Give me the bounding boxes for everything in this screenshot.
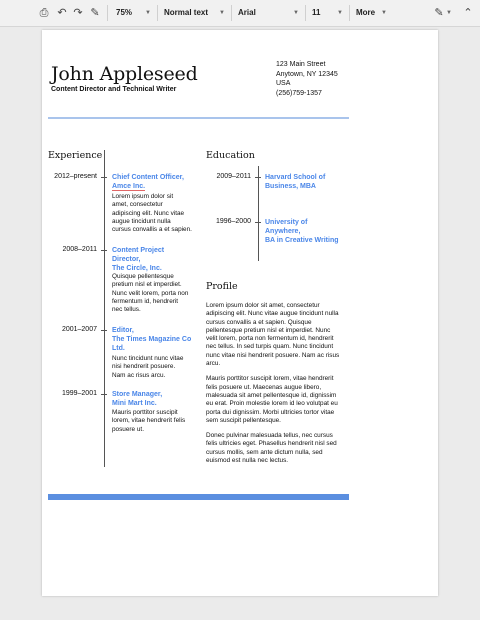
timeline-tick [101, 330, 107, 331]
timeline-tick [255, 222, 261, 223]
paint-format-icon[interactable]: ✎ [90, 7, 100, 19]
title-line: Store Manager, [112, 391, 163, 398]
text-line: cursus mollis, sem ante dictum nulla, sed [206, 448, 323, 456]
more-menu[interactable] [352, 0, 390, 26]
text-line: arcu. [206, 360, 221, 368]
experience-description [112, 273, 207, 314]
title-line: The Circle, Inc. [112, 265, 162, 272]
title-line: The Times Magazine Co [112, 336, 192, 343]
text-line: eu erat. Proin molestie lorem id leo volutpat eu [206, 400, 338, 408]
experience-date: 2001–2007 [61, 326, 97, 333]
desc-line: Lorem ipsum dolor sit [112, 193, 174, 200]
desc-line: pretium nisl et imperdiet. [112, 281, 182, 289]
undo-icon[interactable]: ↶ [57, 7, 67, 19]
title-line: BA in Creative Writing [265, 237, 339, 244]
text-line: velit lorem, porta non fermentum id, hendrerit [206, 335, 334, 343]
address-line: 123 Main Street [276, 61, 326, 68]
experience-title [112, 246, 164, 273]
address-line: USA [276, 80, 291, 88]
toolbar-divider [107, 5, 108, 21]
resume-role: Content Director and Technical Writer [51, 86, 177, 93]
chevron-down-icon: ▼ [337, 10, 343, 16]
desc-line: nec tellus. [112, 306, 141, 314]
title-line: Editor, [112, 327, 134, 334]
chevron-down-icon: ▼ [145, 10, 151, 16]
title-line: Ltd. [112, 345, 125, 352]
experience-date: 1999–2001 [61, 390, 97, 397]
toolbar-divider [231, 5, 232, 21]
header-divider [48, 117, 349, 119]
docs-toolbar [0, 0, 480, 27]
title-line: Harvard School of [265, 174, 326, 181]
text-line: nec tellus. In sed turpis quam. Nunc tincidunt [206, 343, 334, 351]
experience-title [112, 390, 162, 408]
chevron-down-icon: ▼ [381, 10, 387, 16]
company-name-misspelled[interactable]: Amce Inc. [112, 183, 146, 190]
desc-line: augue tincidunt nulla [112, 217, 171, 225]
collapse-icon[interactable]: ⌃ [463, 7, 473, 19]
chevron-down-icon[interactable]: ▼ [446, 10, 452, 16]
title-line: University of [265, 219, 308, 226]
text-line: porta dui dignissim. Morbi ultricies tortor vitae [206, 408, 335, 416]
text-line: Donec pulvinar malesuada tellus, nec cursus [206, 432, 333, 440]
desc-line: Quisque pellentesque [112, 273, 174, 280]
desc-line: adipiscing elit. Nunc vitae [112, 209, 185, 217]
text-line: cursus convallis a et sapien. Quisque [206, 318, 312, 326]
desc-line: fermentum id, hendrerit [112, 297, 179, 305]
footer-divider [48, 494, 349, 500]
experience-description [112, 409, 207, 434]
style-value: Normal text [164, 8, 209, 17]
experience-title [112, 173, 184, 191]
education-date: 2009–2011 [216, 173, 251, 180]
title-line: Anywhere, [265, 228, 301, 235]
desc-line: Nunc velit lorem, porta non [112, 289, 189, 297]
profile-paragraph [206, 375, 356, 425]
timeline-tick [255, 177, 261, 178]
experience-description [112, 193, 207, 234]
profile-heading: Profile [206, 281, 238, 292]
title-line: Director, [112, 256, 141, 263]
more-label: More [356, 8, 376, 17]
title-line [112, 182, 184, 191]
desc-line: Nam ac risus arcu. [112, 371, 166, 379]
education-heading: Education [206, 150, 255, 161]
profile-paragraph [206, 302, 356, 368]
redo-icon[interactable]: ↷ [73, 7, 83, 19]
text-line: nunc vitae nisi hendrerit posuere. Nam ac risus [206, 351, 340, 359]
experience-timeline [104, 150, 105, 467]
desc-line: Mauris porttitor suscipit [112, 409, 178, 416]
experience-date: 2008–2011 [62, 246, 97, 253]
zoom-value: 75% [116, 8, 133, 17]
title-line: Business, MBA [265, 183, 316, 190]
font-select[interactable] [234, 0, 302, 26]
toolbar-divider [349, 5, 350, 21]
toolbar-divider [305, 5, 306, 21]
title-line: Content Project [112, 247, 165, 254]
text-line: felis posuere ut. Maecenas augue libero, [206, 383, 322, 391]
contact-address [276, 60, 338, 98]
font-size-select[interactable] [308, 0, 346, 26]
desc-line: nisi hendrerit posuere. [112, 363, 176, 371]
profile-text [206, 302, 356, 472]
toolbar-divider [157, 5, 158, 21]
chevron-down-icon: ▼ [293, 10, 299, 16]
education-title [265, 173, 325, 191]
experience-description [112, 355, 207, 380]
font-size-value: 11 [312, 8, 321, 17]
printer-icon[interactable]: ⎙ [39, 7, 49, 19]
title-line: Chief Content Officer, [112, 174, 184, 181]
text-line: malesuada sit amet pellentesque id, dignissim [206, 391, 337, 399]
experience-heading: Experience [48, 150, 103, 161]
resume-name: John Appleseed [51, 63, 198, 85]
chevron-down-icon: ▼ [219, 10, 225, 16]
profile-paragraph [206, 432, 356, 465]
experience-date: 2012–present [54, 173, 97, 180]
zoom-select[interactable] [112, 0, 154, 26]
education-title [265, 218, 339, 245]
text-line: Mauris porttitor suscipit lorem, vitae hendrerit [206, 375, 334, 383]
desc-line: posuere ut. [112, 425, 144, 433]
pencil-icon[interactable]: ✎ [434, 7, 444, 19]
experience-title [112, 326, 191, 353]
education-timeline [258, 166, 259, 261]
style-select[interactable] [160, 0, 228, 26]
desc-line: Nunc tincidunt nunc vitae [112, 355, 184, 362]
timeline-tick [101, 177, 107, 178]
phone-number: (256)759-1357 [276, 89, 322, 97]
text-line: adipiscing elit. Nunc vitae augue tincidunt nulla [206, 310, 339, 318]
desc-line: lorem, vitae hendrerit felis [112, 417, 186, 425]
text-line: pellentesque pretium nisl et imperdiet. Nunc [206, 326, 331, 334]
text-line: sem suscipit pellentesque. [206, 416, 281, 424]
text-line: Lorem ipsum dolor sit amet, consectetur [206, 302, 320, 309]
timeline-tick [101, 250, 107, 251]
timeline-tick [101, 394, 107, 395]
text-line: euismod est nulla nec lectus. [206, 457, 289, 465]
address-line: Anytown, NY 12345 [276, 70, 338, 78]
font-value: Arial [238, 8, 256, 17]
education-date: 1996–2000 [215, 218, 251, 225]
desc-line: amet, consectetur [112, 201, 163, 209]
desc-line: cursus convallis a et sapien. [112, 226, 192, 234]
text-line: felis ultricies eget. Phasellus hendrerit nisl sed [206, 440, 337, 448]
title-line: Mini Mart Inc. [112, 400, 157, 407]
